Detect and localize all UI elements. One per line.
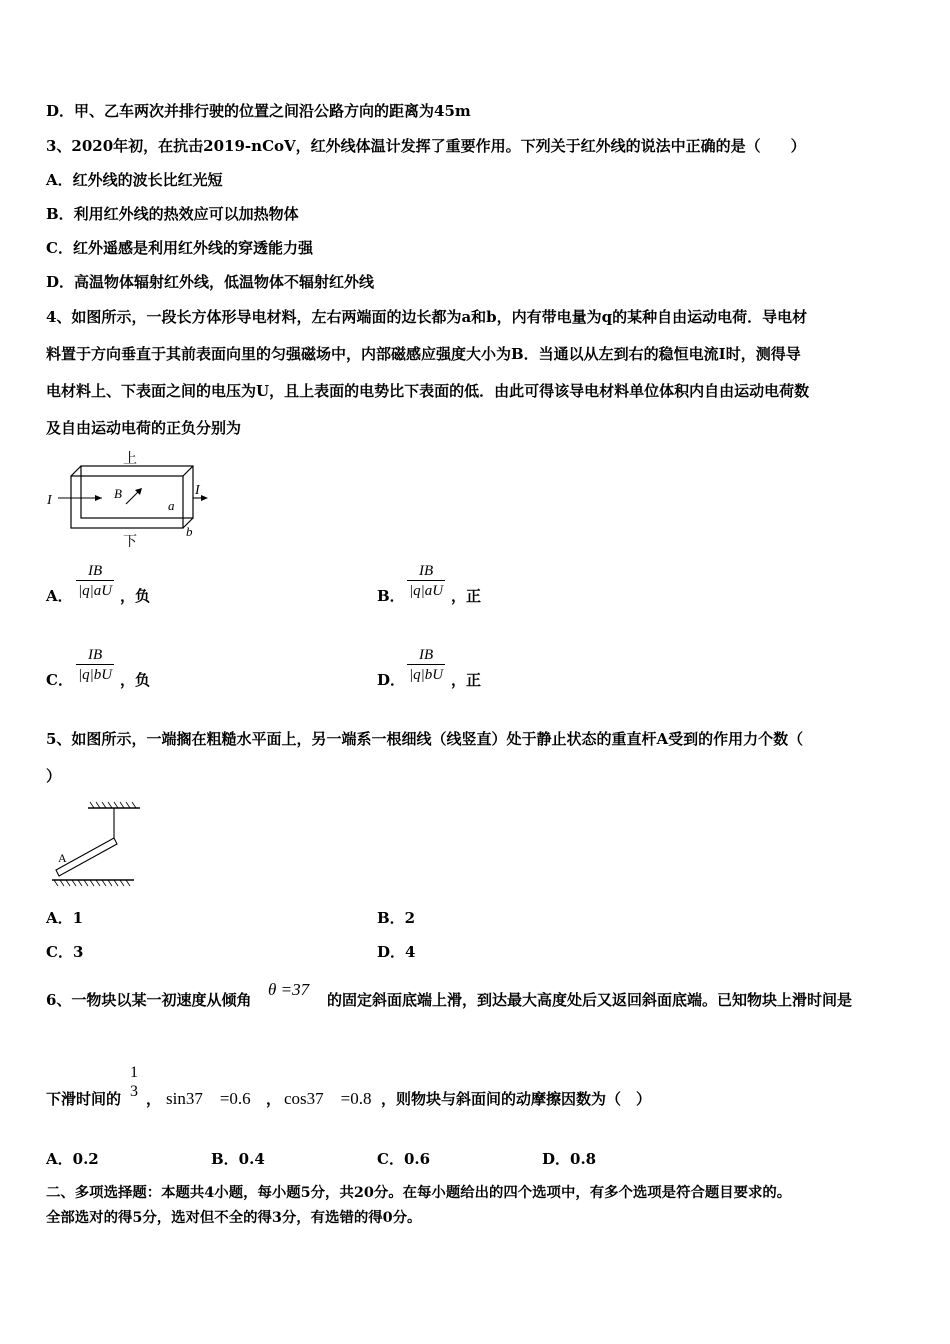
section-2-heading-line-2: 全部选对的得5分，选对但不全的得3分，有选错的得0分。 xyxy=(46,1209,422,1226)
q4-option-b-sign: ，正 xyxy=(451,587,482,605)
section-2-heading-line-1: 二、多项选择题：本题共4小题，每小题5分，共20分。在每小题给出的四个选项中，有多个选项是符合题目要求的。 xyxy=(46,1184,792,1201)
q5-fig-label-a: A xyxy=(58,851,67,865)
q5-rod-figure xyxy=(48,800,148,890)
q6-stem-line-1b: 的固定斜面底端上滑，到达最大高度处后又返回斜面底端。已知物块上滑时间是 xyxy=(327,991,853,1009)
q4-option-d-numerator: IB xyxy=(418,647,434,663)
q6-theta: θ =37 xyxy=(268,980,310,999)
q6-one-third-denominator: 3 xyxy=(130,1083,138,1100)
q4-option-b-numerator: IB xyxy=(418,563,434,579)
q6-option-c: C．0.6 xyxy=(377,1150,431,1168)
q5-stem-line-1: 5、如图所示，一端搁在粗糙水平面上，另一端系一根细线（线竖直）处于静止状态的重直杆A受到的作用力个数（ xyxy=(46,730,804,748)
q4-option-d-denominator: |q|bU xyxy=(407,664,445,685)
q6-option-a: A．0.2 xyxy=(46,1150,99,1168)
q4-fig-label-i-right: I xyxy=(195,483,200,498)
q3-option-c: C．红外遥感是利用红外线的穿透能力强 xyxy=(46,239,313,257)
q3-option-d: D．高温物体辐射红外线，低温物体不辐射红外线 xyxy=(46,273,375,291)
q4-option-d-fraction xyxy=(407,646,445,685)
q4-fig-label-i-left: I xyxy=(47,493,52,508)
q6-sin37: sin37 =0.6 xyxy=(166,1089,251,1108)
q4-option-b-fraction xyxy=(407,562,445,601)
q4-stem-line-1: 4、如图所示，一段长方体形导电材料，左右两端面的边长都为a和b，内有带电量为q的某种自由运动电荷．导电材 xyxy=(46,308,808,326)
q3-stem: 3、2020年初，在抗击2019-nCoV，红外线体温计发挥了重要作用。下列关于红外线的说法中正确的是（ ） xyxy=(46,137,806,155)
q4-stem-line-2: 料置于方向垂直于其前表面向里的匀强磁场中，内部磁感应强度大小为B．当通以从左到右的稳恒电流I时，测得导 xyxy=(46,345,801,363)
q5-option-d: D．4 xyxy=(377,943,416,961)
q4-option-d-label: D． xyxy=(377,671,406,689)
q4-stem-line-4: 及自由运动电荷的正负分别为 xyxy=(46,419,242,437)
q6-cos37: cos37 =0.8 xyxy=(284,1089,372,1108)
q4-fig-label-a: a xyxy=(168,498,175,513)
q4-option-a-sign: ，负 xyxy=(120,587,151,605)
q4-fig-label-b-edge: b xyxy=(186,524,193,539)
q6-one-third-numerator: 1 xyxy=(130,1064,138,1081)
q4-stem-line-3: 电材料上、下表面之间的电压为U，且上表面的电势比下表面的低．由此可得该导电材料单位体积内自由运动电荷数 xyxy=(46,382,810,400)
q4-option-c-numerator: IB xyxy=(87,647,103,663)
q4-option-a-numerator: IB xyxy=(87,563,103,579)
q4-option-c-denominator: |q|bU xyxy=(76,664,114,685)
q4-option-c-fraction xyxy=(76,646,114,685)
q4-option-b-denominator: |q|aU xyxy=(407,580,445,601)
q5-option-a: A．1 xyxy=(46,909,84,927)
q4-option-b-label: B． xyxy=(377,587,405,605)
q4-conductor-figure xyxy=(44,450,224,550)
q6-stem-line-2d: ，则物块与斜面间的动摩擦因数为（ ） xyxy=(381,1090,652,1108)
q6-comma-2: ， xyxy=(266,1090,282,1108)
q4-option-a-fraction xyxy=(76,562,114,601)
q6-option-b: B．0.4 xyxy=(211,1150,265,1168)
q5-stem-line-2: ） xyxy=(46,767,62,785)
q4-option-c-sign: ，负 xyxy=(120,671,151,689)
q4-fig-label-bottom: 下 xyxy=(123,535,137,550)
q5-option-c: C．3 xyxy=(46,943,84,961)
q4-fig-label-b: B xyxy=(114,486,122,501)
q6-stem-line-1a: 6、一物块以某一初速度从倾角 xyxy=(46,991,252,1009)
q4-option-a-denominator: |q|aU xyxy=(76,580,114,601)
q5-option-b: B．2 xyxy=(377,909,416,927)
q4-option-c-label: C． xyxy=(46,671,73,689)
q2-option-d: D．甲、乙车两次并排行驶的位置之间沿公路方向的距离为45m xyxy=(46,102,471,120)
q6-option-d: D．0.8 xyxy=(542,1150,597,1168)
q4-fig-label-top: 上 xyxy=(123,452,137,467)
q3-option-b: B．利用红外线的热效应可以加热物体 xyxy=(46,205,299,223)
q6-comma-1: ， xyxy=(146,1090,162,1108)
q6-stem-line-2a: 下滑时间的 xyxy=(46,1090,122,1108)
q6-one-third xyxy=(128,1064,140,1102)
q4-option-a-label: A． xyxy=(46,587,73,605)
q3-option-a: A．红外线的波长比红光短 xyxy=(46,171,223,189)
q4-option-d-sign: ，正 xyxy=(451,671,482,689)
